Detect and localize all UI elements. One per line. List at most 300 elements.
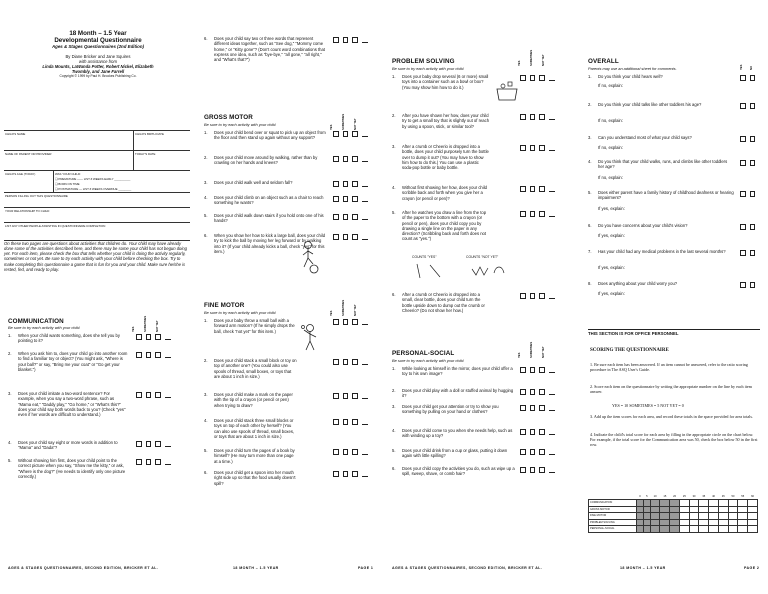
overall-item — [588, 223, 734, 228]
answer-checkbox[interactable] — [343, 359, 349, 365]
score-line[interactable] — [362, 359, 368, 365]
parent-name-field[interactable]: NAME OF PARENT OR PROVIDER — [4, 151, 134, 170]
item-number: 6. — [204, 36, 208, 41]
answer-checkbox[interactable] — [520, 405, 526, 411]
score-scale-label: 15 — [663, 494, 667, 498]
item-text: Do you think your child talks like other toddlers his age? — [598, 102, 702, 107]
explain-prompt[interactable]: If no, explain: — [598, 118, 623, 123]
answer-boxes — [333, 181, 368, 187]
answer-checkbox[interactable] — [520, 449, 526, 455]
answer-checkbox[interactable] — [333, 214, 339, 220]
item-text: Does your child get a spoon into her mouth right side up so that the food usually doesn't spill? — [214, 470, 296, 486]
answer-checkbox[interactable] — [352, 319, 358, 325]
answer-checkbox[interactable] — [352, 471, 358, 477]
score-line[interactable] — [165, 334, 171, 340]
score-line[interactable] — [362, 319, 368, 325]
score-line[interactable] — [362, 471, 368, 477]
answer-checkbox[interactable] — [750, 136, 756, 142]
answer-checkbox[interactable] — [740, 160, 746, 166]
answer-boxes — [740, 282, 755, 288]
score-line[interactable] — [549, 114, 555, 120]
answer-checkbox[interactable] — [146, 392, 152, 398]
answer-checkbox[interactable] — [539, 114, 545, 120]
item-text: Does your child say two or three words that represent different ideas together, such as "See dog," "Mommy come home," or "Kitty gone"? (Don't count word combinations that express one idea, such as "bye-bye," "all gone," "all right," and "What's that?") — [214, 36, 325, 62]
answer-boxes — [136, 441, 171, 447]
answer-checkbox[interactable] — [740, 224, 746, 230]
answer-checkbox[interactable] — [155, 459, 161, 465]
answer-boxes — [333, 234, 368, 240]
score-line[interactable] — [549, 449, 555, 455]
fine-motor-item — [204, 318, 298, 334]
answer-checkbox[interactable] — [520, 389, 526, 395]
gross-motor-item — [204, 130, 328, 141]
score-cell[interactable] — [699, 526, 709, 533]
answer-checkbox[interactable] — [539, 429, 545, 435]
answer-boxes — [520, 114, 555, 120]
communication-note: Be sure to try each activity with your child. — [8, 325, 81, 330]
problem-solving-item — [392, 210, 490, 242]
answer-boxes — [520, 186, 555, 192]
answer-checkbox[interactable] — [136, 441, 142, 447]
item-text: Does your child copy the activities you do, such as wipe up a spill, sweep, shave, or comb hair? — [402, 466, 515, 477]
answer-checkbox[interactable] — [146, 334, 152, 340]
answer-checkbox[interactable] — [136, 352, 142, 358]
explain-prompt[interactable]: If no, explain: — [598, 145, 623, 150]
answer-checkbox[interactable] — [750, 103, 756, 109]
answer-checkbox[interactable] — [343, 37, 349, 43]
score-cell[interactable] — [650, 526, 660, 533]
answer-boxes — [333, 196, 368, 202]
answer-checkbox[interactable] — [530, 467, 536, 473]
answer-checkbox[interactable] — [539, 405, 545, 411]
answer-checkbox[interactable] — [520, 429, 526, 435]
problem-solving-note: Be sure to try each activity with your child. — [392, 66, 465, 71]
answer-checkbox[interactable] — [530, 186, 536, 192]
overall-item — [588, 102, 734, 107]
score-line[interactable] — [549, 211, 555, 217]
answer-boxes — [136, 334, 171, 340]
area-label: COMMUNICATION — [589, 500, 637, 507]
answer-checkbox[interactable] — [343, 181, 349, 187]
answer-boxes — [136, 392, 171, 398]
premature-option[interactable]: ❑ PREMATURE —— LIST # WEEKS EARLY __________ — [55, 176, 131, 181]
answer-checkbox[interactable] — [333, 471, 339, 477]
explain-prompt[interactable]: If no, explain: — [598, 83, 623, 88]
answer-checkbox[interactable] — [750, 160, 756, 166]
item-text: Does your child say eight or more words in addition to "Mama" and "Dada"? — [18, 440, 118, 451]
personal-social-heading: PERSONAL-SOCIAL — [392, 350, 455, 357]
answer-checkbox[interactable] — [750, 282, 756, 288]
item-text: When your child wants something, does she tell you by pointing to it? — [18, 333, 120, 344]
item-text: Does your child turn the pages of a book by himself? (He may turn more than one page at a time.) — [214, 448, 295, 464]
other-assistants-field[interactable]: LIST ANY OTHER PEOPLE ASSISTING IN QUESTIONNAIRE COMPLETION — [5, 223, 106, 228]
answer-checkbox[interactable] — [539, 186, 545, 192]
footer-page-1: PAGE 1 — [358, 566, 374, 570]
answer-checkbox[interactable] — [750, 224, 756, 230]
answer-checkbox[interactable] — [333, 234, 339, 240]
byline: By Diane Bricker and Jane Squires — [65, 54, 131, 60]
fine-motor-item — [204, 392, 298, 408]
title-line-2: Developmental Questionnaire — [54, 37, 142, 45]
answer-checkbox[interactable] — [343, 449, 349, 455]
score-cell[interactable] — [689, 526, 699, 533]
score-line[interactable] — [549, 367, 555, 373]
score-cell[interactable] — [670, 526, 680, 533]
score-line[interactable] — [549, 389, 555, 395]
answer-checkbox[interactable] — [539, 367, 545, 373]
item-number: 1. — [204, 130, 208, 135]
score-line[interactable] — [165, 441, 171, 447]
answer-checkbox[interactable] — [740, 191, 746, 197]
item-number: 4. — [8, 440, 12, 445]
score-line[interactable] — [362, 196, 368, 202]
area-label: PROBLEM SOLVING — [589, 519, 637, 526]
born-on-time-option[interactable]: ❑ BORN ON TIME — [55, 181, 80, 186]
birth-date-field[interactable]: CHILD'S BIRTH DATE — [135, 131, 164, 136]
answer-boxes — [520, 75, 555, 81]
todays-date-field[interactable]: TODAY'S DATE — [135, 151, 156, 156]
fine-motor-item — [204, 470, 298, 486]
gross-motor-item — [204, 155, 328, 166]
answer-checkbox[interactable] — [343, 393, 349, 399]
item-text: Does your child drink from a cup or glass, putting it down again with little spilling? — [402, 448, 508, 459]
item-number: 8. — [588, 281, 592, 286]
answer-checkbox[interactable] — [530, 389, 536, 395]
score-line[interactable] — [549, 293, 555, 299]
score-line[interactable] — [549, 145, 555, 151]
answer-checkbox[interactable] — [520, 211, 526, 217]
col-sometimes: SOMETIMES — [144, 315, 147, 332]
score-line[interactable] — [549, 467, 555, 473]
item-text: Without showing him first, does your child point to the correct picture when you say, "Show me the kitty," or ask, "Where is the dog?" (He needs to identify only one picture correctly.) — [18, 458, 126, 479]
footer-mid-p1: 18 MONTH – 1.5 YEAR — [233, 566, 279, 570]
line-drawing-examples-icon — [412, 261, 512, 281]
score-line[interactable] — [362, 131, 368, 137]
answer-checkbox[interactable] — [530, 211, 536, 217]
answer-checkbox[interactable] — [343, 319, 349, 325]
answer-checkbox[interactable] — [352, 156, 358, 162]
answer-checkbox[interactable] — [520, 114, 526, 120]
col-sometimes: SOMETIMES — [342, 299, 345, 316]
answer-checkbox[interactable] — [333, 449, 339, 455]
item-number: 1. — [8, 333, 12, 338]
answer-checkbox[interactable] — [539, 75, 545, 81]
relationship-field[interactable]: YOUR RELATIONSHIP TO CHILD — [5, 208, 50, 213]
score-cell[interactable] — [718, 526, 728, 533]
score-scale-label: 60 — [751, 494, 754, 498]
answer-boxes — [520, 367, 555, 373]
score-line[interactable] — [549, 429, 555, 435]
gross-motor-item — [204, 180, 328, 185]
postmature-label: POSTMATURE — LIST # WEEKS OVERDUE ________ — [58, 187, 132, 192]
answer-checkbox[interactable] — [352, 419, 358, 425]
answer-checkbox[interactable] — [155, 334, 161, 340]
item-number: 1. — [204, 318, 208, 323]
answer-checkbox[interactable] — [352, 234, 358, 240]
answer-checkbox[interactable] — [740, 282, 746, 288]
gross-motor-answer-headers — [330, 112, 366, 130]
item-text: Has your child had any medical problems in the last several months? — [598, 249, 726, 254]
communication-item — [8, 351, 128, 372]
score-line[interactable] — [549, 186, 555, 192]
personal-social-item — [392, 448, 516, 459]
personal-social-item — [392, 366, 516, 377]
answer-checkbox[interactable] — [155, 441, 161, 447]
item-number: 6. — [204, 470, 208, 475]
score-line[interactable] — [362, 181, 368, 187]
item-number: 2. — [204, 358, 208, 363]
answer-checkbox[interactable] — [530, 114, 536, 120]
personal-social-item — [392, 388, 516, 399]
answer-boxes — [333, 319, 368, 325]
item-number: 1. — [588, 74, 592, 79]
answer-checkbox[interactable] — [333, 156, 339, 162]
item-number: 4. — [588, 159, 592, 164]
item-number: 3. — [392, 404, 396, 409]
title-line-1: 18 Month – 1.5 Year — [69, 30, 127, 37]
gross-motor-note: Be sure to try each activity with your child. — [204, 122, 277, 127]
answer-checkbox[interactable] — [740, 250, 746, 256]
answer-boxes — [740, 103, 755, 109]
explain-prompt[interactable]: If yes, explain: — [598, 206, 625, 211]
score-line[interactable] — [362, 419, 368, 425]
item-text: After you have shown her how, does your child try to get a small toy that is slightly out of reach by using a spoon, stick, or similar tool? — [402, 113, 490, 129]
item-text: After he watches you draw a line from the top of the paper to the bottom with a crayon (or pencil or pen), does your child copy you by drawing a single line on the paper in any direction? (Scribbling back and forth does not count as "yes.") — [402, 210, 487, 242]
answer-checkbox[interactable] — [352, 449, 358, 455]
item-text: Does your child walk well and seldom fall? — [214, 180, 293, 185]
answer-checkbox[interactable] — [333, 181, 339, 187]
answer-boxes — [520, 405, 555, 411]
answer-checkbox[interactable] — [539, 145, 545, 151]
score-cell[interactable] — [660, 526, 670, 533]
problem-solving-item — [392, 113, 490, 129]
fine-motor-answer-headers — [330, 298, 366, 316]
answer-checkbox[interactable] — [352, 359, 358, 365]
answer-checkbox[interactable] — [146, 441, 152, 447]
answer-checkbox[interactable] — [530, 75, 536, 81]
score-line[interactable] — [362, 234, 368, 240]
score-line[interactable] — [549, 75, 555, 81]
personal-social-item — [392, 428, 516, 439]
item-text: Does your child stack a small block or toy on top of another one? (You could also use spools of thread, small boxes, or toys that are about 1 inch in size.) — [214, 358, 297, 379]
col-not-yet: NOT YET — [542, 54, 545, 66]
answer-checkbox[interactable] — [352, 181, 358, 187]
answer-checkbox[interactable] — [343, 214, 349, 220]
score-cell[interactable] — [679, 526, 689, 533]
answer-checkbox[interactable] — [530, 449, 536, 455]
answer-checkbox[interactable] — [333, 131, 339, 137]
item-number: 7. — [588, 249, 592, 254]
answer-checkbox[interactable] — [333, 37, 339, 43]
explain-prompt[interactable]: If yes, explain: — [598, 265, 625, 270]
answer-checkbox[interactable] — [520, 145, 526, 151]
answer-checkbox[interactable] — [530, 293, 536, 299]
answer-checkbox[interactable] — [530, 145, 536, 151]
col-yes: YES — [330, 310, 333, 316]
explain-prompt[interactable]: If no, explain: — [598, 175, 623, 180]
overall-item — [588, 249, 734, 254]
score-line[interactable] — [362, 156, 368, 162]
answer-checkbox[interactable] — [352, 214, 358, 220]
gross-motor-heading: GROSS MOTOR — [204, 114, 253, 121]
score-chart — [588, 493, 758, 533]
answer-checkbox[interactable] — [343, 234, 349, 240]
score-cell[interactable] — [728, 526, 738, 533]
authors-line-1: Linda Mounts, LaWanda Potter, Robert Nickel, Elizabeth — [42, 64, 154, 70]
col-yes: YES — [330, 124, 333, 130]
was-child-label: WAS YOUR CHILD: — [55, 171, 81, 176]
score-line[interactable] — [362, 214, 368, 220]
person-filling-field[interactable]: PERSON FILLING OUT THIS QUESTIONNAIRE — [5, 193, 68, 198]
problem-solving-answer-headers — [518, 48, 554, 66]
childs-age-field[interactable]: CHILD'S AGE (TODAY) — [4, 171, 54, 192]
score-cell[interactable] — [643, 526, 650, 533]
col-not-yet: NOT YET — [156, 320, 159, 332]
answer-checkbox[interactable] — [539, 211, 545, 217]
answer-checkbox[interactable] — [155, 352, 161, 358]
answer-boxes — [520, 467, 555, 473]
overall-item — [588, 190, 734, 201]
answer-checkbox[interactable] — [530, 429, 536, 435]
answer-checkbox[interactable] — [520, 467, 526, 473]
overall-item — [588, 135, 734, 140]
answer-checkbox[interactable] — [136, 334, 142, 340]
answer-checkbox[interactable] — [539, 449, 545, 455]
score-line[interactable] — [165, 459, 171, 465]
answer-checkbox[interactable] — [750, 191, 756, 197]
answer-checkbox[interactable] — [352, 37, 358, 43]
item-number: 6. — [588, 223, 592, 228]
item-number: 5. — [392, 210, 396, 215]
answer-checkbox[interactable] — [740, 75, 746, 81]
score-cell[interactable] — [637, 526, 644, 533]
answer-checkbox[interactable] — [146, 352, 152, 358]
postmature-option[interactable]: ❑ POSTMATURE — LIST # WEEKS OVERDUE ________ — [55, 187, 132, 192]
answer-boxes — [333, 131, 368, 137]
score-cell[interactable] — [709, 526, 719, 533]
answer-checkbox[interactable] — [740, 103, 746, 109]
answer-boxes — [520, 293, 555, 299]
answer-checkbox[interactable] — [136, 392, 142, 398]
score-line[interactable] — [549, 405, 555, 411]
overall-note: Parents may use an additional sheet for comments. — [588, 66, 677, 71]
col-yes: YES — [518, 352, 521, 358]
item-text: Does your child climb on an object such as a chair to reach something he wants? — [214, 195, 324, 206]
score-scale-label: 0 — [639, 494, 641, 498]
score-scale-label: 10 — [653, 494, 657, 498]
score-line[interactable] — [362, 449, 368, 455]
answer-checkbox[interactable] — [530, 367, 536, 373]
answer-checkbox[interactable] — [136, 459, 142, 465]
answer-boxes — [520, 429, 555, 435]
item-number: 3. — [204, 392, 208, 397]
answer-checkbox[interactable] — [520, 367, 526, 373]
scoring-step: 1. Be sure each item has been answered. If an item cannot be answered, refer to the ratio scoring procedure in The ASQ User's Guide. — [590, 362, 748, 372]
answer-checkbox[interactable] — [750, 75, 756, 81]
item-text: Does your child play with a doll or stuffed animal by hugging it? — [402, 388, 514, 399]
item-number: 4. — [204, 195, 208, 200]
item-text: Does your child make a mark on the paper with the tip of a crayon (or pencil or pen) when trying to draw? — [214, 392, 293, 408]
score-line[interactable] — [362, 37, 368, 43]
answer-checkbox[interactable] — [333, 196, 339, 202]
answer-checkbox[interactable] — [520, 293, 526, 299]
answer-checkbox[interactable] — [343, 196, 349, 202]
answer-checkbox[interactable] — [750, 250, 756, 256]
answer-checkbox[interactable] — [146, 459, 152, 465]
answer-checkbox[interactable] — [539, 467, 545, 473]
score-cell[interactable] — [738, 526, 748, 533]
answer-checkbox[interactable] — [352, 131, 358, 137]
childs-name-field[interactable]: CHILD'S NAME — [4, 131, 134, 150]
answer-checkbox[interactable] — [333, 319, 339, 325]
answer-boxes — [740, 224, 755, 230]
scoring-heading: SCORING THE QUESTIONNAIRE — [590, 348, 669, 353]
fine-motor-item — [204, 418, 298, 439]
answer-boxes — [333, 393, 368, 399]
item-number: 6. — [204, 233, 208, 238]
communication-heading: COMMUNICATION — [8, 318, 64, 325]
answer-checkbox[interactable] — [343, 471, 349, 477]
score-scale-label: 45 — [721, 494, 725, 498]
answer-checkbox[interactable] — [520, 186, 526, 192]
answer-checkbox[interactable] — [539, 293, 545, 299]
score-line[interactable] — [165, 352, 171, 358]
answer-checkbox[interactable] — [343, 156, 349, 162]
answer-checkbox[interactable] — [530, 405, 536, 411]
score-line[interactable] — [165, 392, 171, 398]
item-text: Does your baby throw a small ball with a forward arm motion? (If he simply drops the ball, check "not yet" for this item.) — [214, 318, 295, 334]
toys-in-box-icon — [493, 80, 523, 102]
explain-prompt[interactable]: If yes, explain: — [598, 291, 625, 296]
explain-prompt[interactable]: If yes, explain: — [598, 233, 625, 238]
answer-boxes — [136, 352, 171, 358]
answer-checkbox[interactable] — [343, 419, 349, 425]
footer-mid-p2: 18 MONTH – 1.5 YEAR — [620, 566, 666, 570]
scoring-step: 4. Indicate the child's total score for each area by filling in the appropriate circle on the chart below. For example, if the total score for the Communication area was 50, check the box below 50 in the first row. — [590, 432, 758, 447]
answer-boxes — [136, 459, 171, 465]
problem-solving-item — [392, 292, 490, 313]
answer-checkbox[interactable] — [333, 393, 339, 399]
item-text: While looking at himself in the mirror, does your child offer a toy to his own image? — [402, 366, 513, 377]
item-text: Does your child move around by walking, rather than by crawling on her hands and knees? — [214, 155, 318, 166]
answer-checkbox[interactable] — [155, 392, 161, 398]
questionnaire-header — [8, 30, 188, 78]
item-text: After a crumb or Cheerio is dropped into a bottle, does your child purposely turn the bottle over to dump it out? (You may have to show him how to do this.) You can use a plastic soda-pop bottle or baby bottle. — [402, 144, 489, 170]
answer-checkbox[interactable] — [539, 389, 545, 395]
item-text: Does your baby drop several (6 or more) small toys into a container such as a bowl or box? (You may show him how to do it.) — [402, 74, 489, 90]
item-number: 1. — [392, 74, 396, 79]
score-line[interactable] — [362, 393, 368, 399]
score-cell[interactable] — [748, 526, 758, 533]
child-throwing-ball-icon — [300, 322, 322, 352]
item-number: 5. — [204, 448, 208, 453]
answer-checkbox[interactable] — [333, 419, 339, 425]
item-text: Does either parent have a family history of childhood deafness or hearing impairment? — [598, 190, 734, 201]
personal-social-note: Be sure to try each activity with your child. — [392, 358, 465, 363]
problem-solving-item — [392, 74, 490, 90]
answer-checkbox[interactable] — [352, 196, 358, 202]
score-scale-label: 35 — [702, 494, 706, 498]
answer-checkbox[interactable] — [343, 131, 349, 137]
answer-boxes — [520, 449, 555, 455]
scoring-step: 3. Add up the item scores for each area, and record these totals in the space provided for area totals. — [590, 414, 754, 419]
overall-answer-headers — [740, 52, 760, 70]
answer-checkbox[interactable] — [333, 359, 339, 365]
answer-checkbox[interactable] — [352, 393, 358, 399]
fine-motor-item — [204, 358, 298, 379]
answer-checkbox[interactable] — [740, 136, 746, 142]
item-number: 6. — [392, 292, 396, 297]
